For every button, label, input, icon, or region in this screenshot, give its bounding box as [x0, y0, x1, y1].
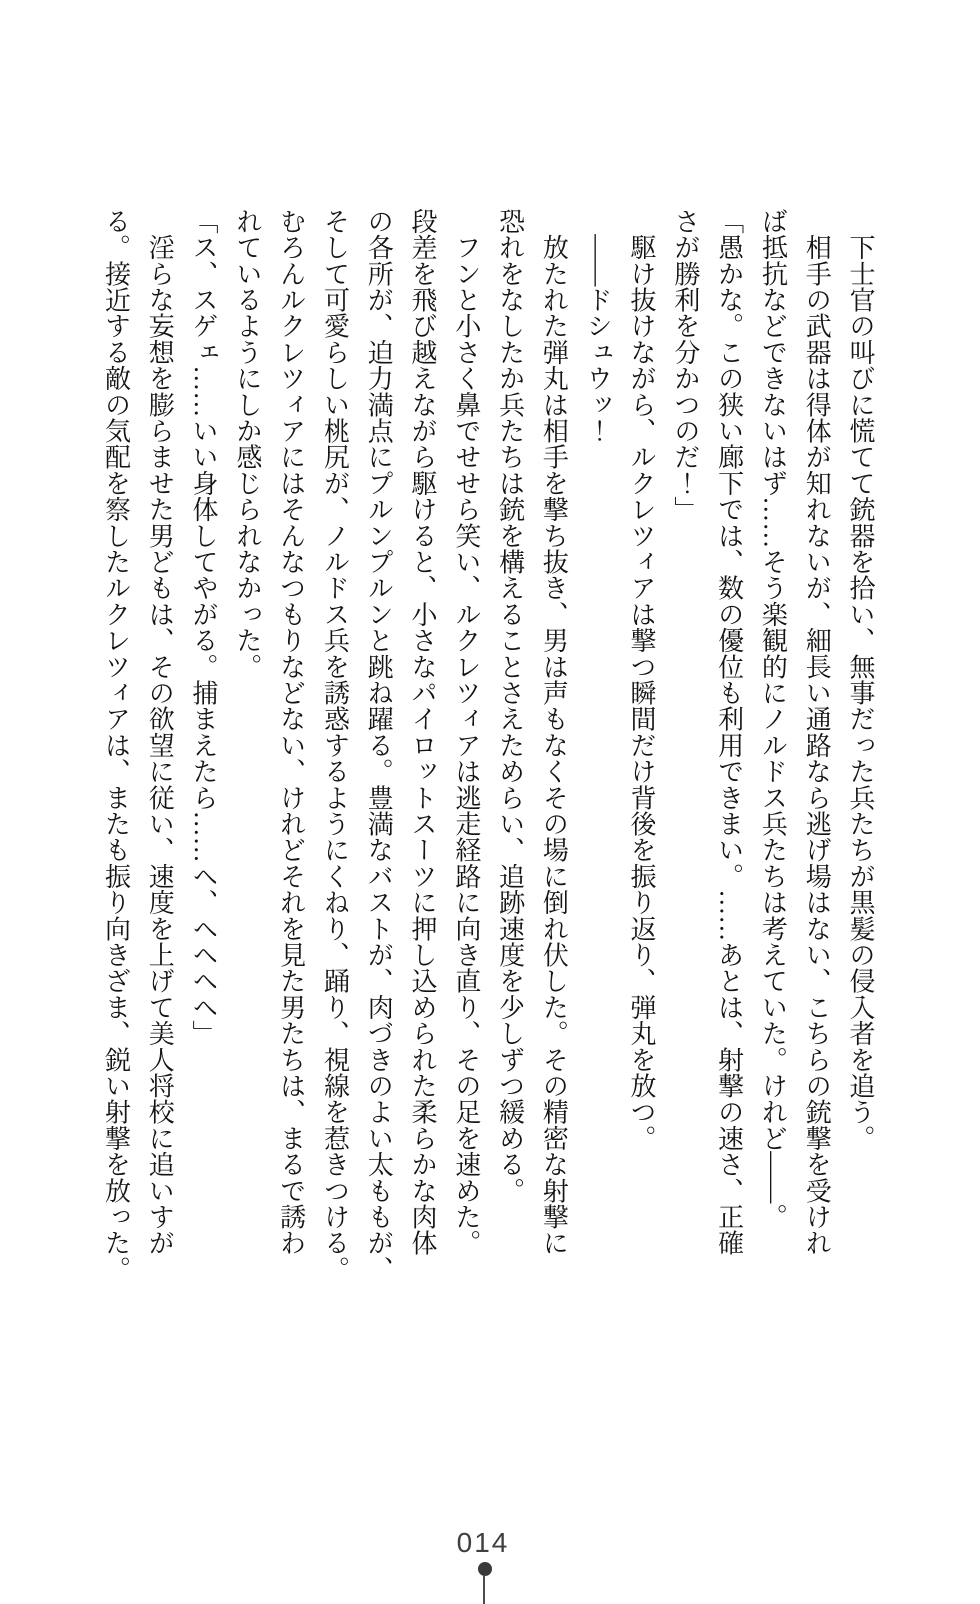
text-column: 淫らな妄想を膨らませた男どもは、その欲望に従い、速度を上げて美人将校に追いすが	[145, 208, 175, 1257]
text-column: の各所が、迫力満点にプルンプルンと跳ね躍る。豊満なバストが、肉づきのよい太ももが、	[364, 208, 394, 1283]
footer-dot-icon	[478, 1562, 492, 1576]
text-column: むろんルクレツィアにはそんなつもりなどない、けれどそれを見た男たちは、まるで誘わ	[276, 208, 306, 1256]
text-column: 放たれた弾丸は相手を撃ち抜き、男は声もなくその場に倒れ伏した。その精密な射撃に	[539, 208, 569, 1256]
text-column: 下士官の叫びに慌てて銃器を拾い、無事だった兵たちが黒髪の侵入者を追う。	[846, 208, 875, 1152]
text-column: 駆け抜けながら、ルクレツィアは撃つ瞬間だけ背後を振り返り、弾丸を放つ。	[627, 208, 657, 1152]
text-column: 段差を飛び越えながら駆けると、小さなパイロットスーツに押し込められた柔らかな肉体	[408, 208, 438, 1256]
text-column: 相手の武器は得体が知れないが、細長い通路なら逃げ場はない、こちらの銃撃を受けれ	[802, 208, 832, 1256]
page-body-text	[94, 208, 882, 1283]
text-column: さが勝利を分かつのだ！」	[670, 208, 700, 523]
text-column: 「ス、スゲェ……いい身体してやがる。捕まえたら……ヘ、ヘヘヘヘ」	[189, 208, 219, 1047]
text-column: ば抵抗などできないはず……そう楽観的にノルドス兵たちは考えていた。けれど――。	[758, 208, 788, 1230]
text-column: る。接近する敵の気配を察したルクレツィアは、またも振り向きざま、鋭い射撃を放った。	[101, 208, 131, 1283]
text-column: フンと小さく鼻でせせら笑い、ルクレツィアは逃走経路に向き直り、その足を速めた。	[451, 208, 481, 1256]
text-column: そして可愛らしい桃尻が、ノルドス兵を誘惑するようにくねり、踊り、視線を惹きつける。	[320, 208, 350, 1283]
text-column: れているようにしか感じられなかった。	[232, 208, 262, 680]
text-column: ――ドシュウッ！	[583, 208, 613, 444]
page-number: 014	[456, 1527, 510, 1558]
text-column: 恐れをなしたか兵たちは銃を構えることさえためらい、追跡速度を少しずつ緩める。	[495, 208, 525, 1204]
text-column: 「愚かな。この狭い廊下では、数の優位も利用できまい。……あとは、射撃の速さ、正確	[714, 208, 744, 1256]
footer-rule	[483, 1575, 485, 1604]
